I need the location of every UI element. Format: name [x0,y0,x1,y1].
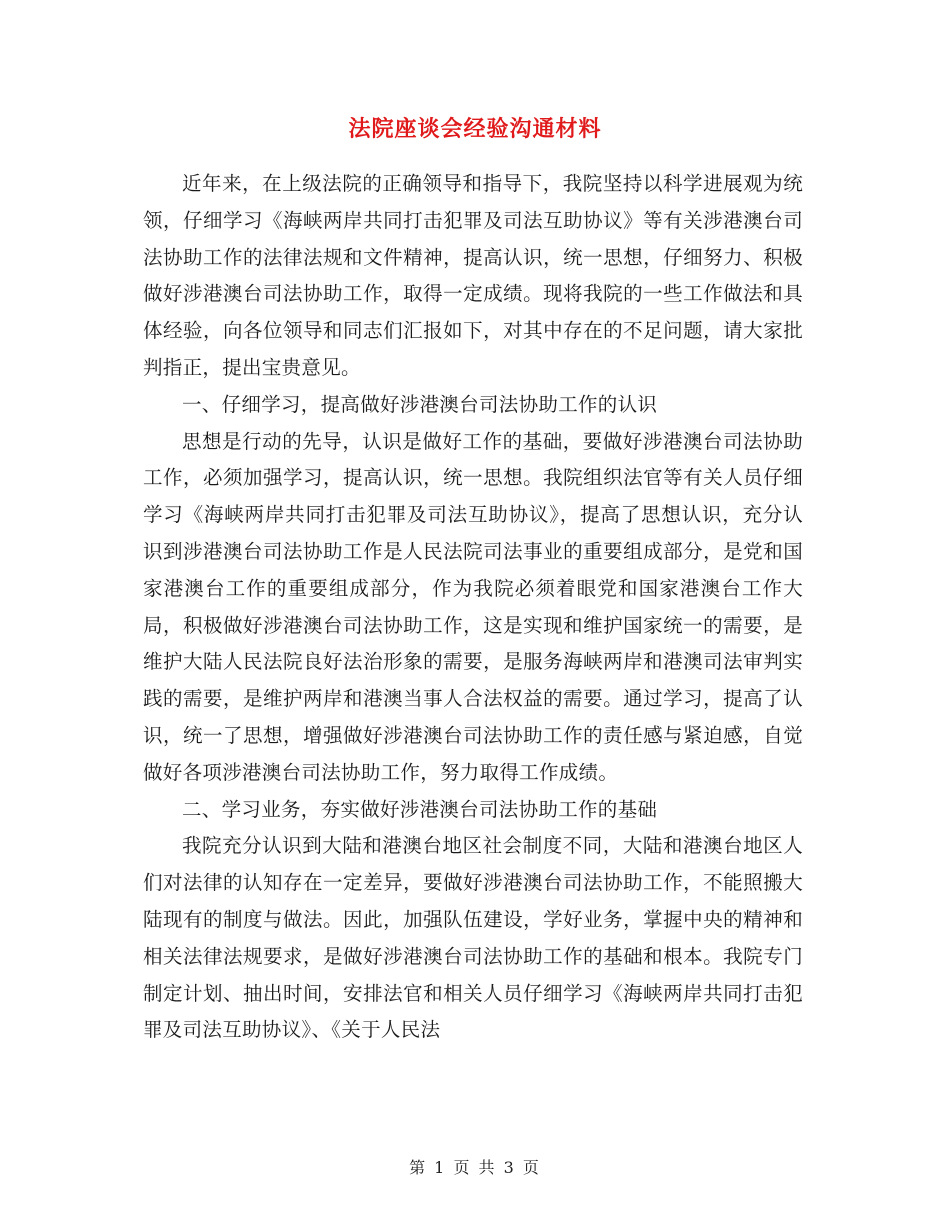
section-heading-1: 一、仔细学习，提高做好涉港澳台司法协助工作的认识 [182,392,658,416]
page-number-footer: 第 1 页 共 3 页 [409,1158,541,1177]
section-heading-2: 二、学习业务，夯实做好涉港澳台司法协助工作的基础 [182,797,658,821]
paragraph-section-1: 思想是行动的先导，认识是做好工作的基础，要做好涉港澳台司法协助工作，必须加强学习，提高认识，统一思想。我院组织法官等有关人员仔细学习《海峡两岸共同打击犯罪及司法互助协议》，提高了思想认识，充分认识到涉港澳台司法协助工作是人民法院司法事业的重要组成部分，是党和国家港澳台工作的重要组成部分，作为我院必须着眼党和国家港澳台工作大局，积极做好涉港澳台司法协助工作，这是实现和维护国家统一的需要，是维护大陆人民法院良好法治形象的需要，是服务海峡两岸和港澳司法审判实践的需要，是维护两岸和港澳当事人合法权益的需要。通过学习，提高了认识，统一了思想，增强做好涉港澳台司法协助工作的责任感与紧迫感，自觉做好各项涉港澳台司法协助工作，努力取得工作成绩。 [143,429,803,784]
paragraph-section-2: 我院充分认识到大陆和港澳台地区社会制度不同，大陆和港澳台地区人们对法律的认知存在一定差异，要做好涉港澳台司法协助工作，不能照搬大陆现有的制度与做法。因此，加强队伍建设，学好业务，掌握中央的精神和相关法律法规要求，是做好涉港澳台司法协助工作的基础和根本。我院专门制定计划、抽出时间，安排法官和相关人员仔细学习《海峡两岸共同打击犯罪及司法互助协议》、《关于人民法 [143,834,803,1042]
document-body [143,166,803,1049]
document-title: 法院座谈会经验沟通材料 [348,116,602,142]
paragraph-intro: 近年来，在上级法院的正确领导和指导下，我院坚持以科学进展观为统领，仔细学习《海峡两岸共同打击犯罪及司法互助协议》等有关涉港澳台司法协助工作的法律法规和文件精神，提高认识，统一思想，仔细努力、积极做好涉港澳台司法协助工作，取得一定成绩。现将我院的一些工作做法和具体经验，向各位领导和同志们汇报如下，对其中存在的不足问题，请大家批判指正，提出宝贵意见。 [143,172,803,379]
